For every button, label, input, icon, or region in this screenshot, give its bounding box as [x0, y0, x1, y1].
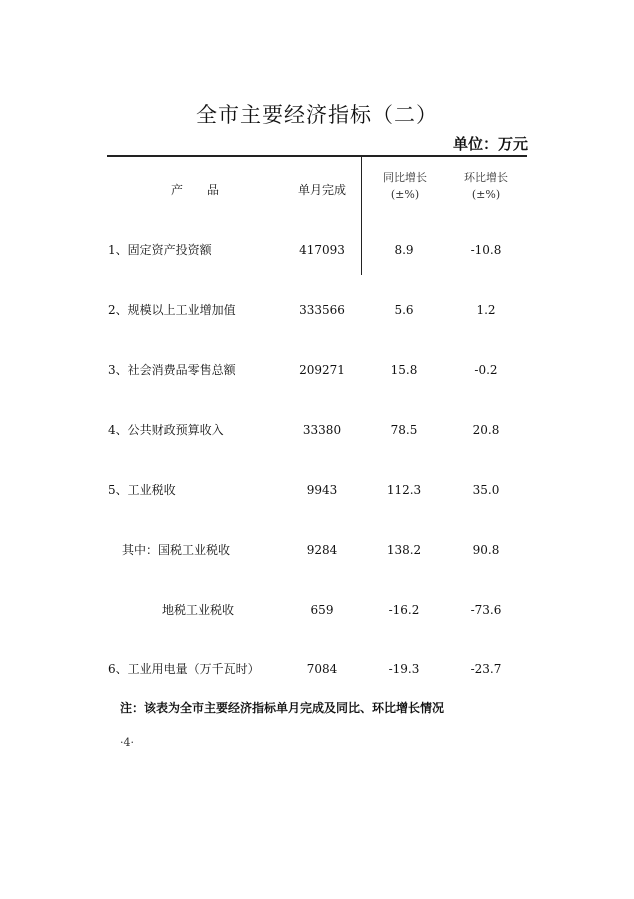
table-top-rule: [107, 155, 527, 157]
table-cell-mom: 1.2: [476, 303, 496, 317]
header-product: 产 品: [170, 183, 219, 197]
table-row-label: 1、固定资产投资额: [108, 243, 212, 257]
table-cell-monthly: 9943: [306, 483, 338, 497]
table-cell-mom: -73.6: [470, 603, 502, 617]
page-number: ·4·: [120, 736, 134, 749]
table-row-label: 地税工业税收: [162, 603, 235, 617]
table-cell-monthly: 7084: [306, 662, 338, 676]
table-row-label: 3、社会消费品零售总额: [108, 363, 236, 377]
table-row-label: 5、工业税收: [108, 483, 176, 497]
table-cell-yoy: -16.2: [388, 603, 420, 617]
column-divider: [361, 157, 362, 275]
table-cell-yoy: 5.6: [394, 303, 414, 317]
header-monthly: 单月完成: [297, 183, 346, 197]
table-cell-mom: -23.7: [470, 662, 502, 676]
table-cell-yoy: 15.8: [390, 363, 418, 377]
table-note: 注：该表为全市主要经济指标单月完成及同比、环比增长情况: [120, 701, 445, 715]
table-cell-mom: -10.8: [470, 243, 502, 257]
table-cell-monthly: 333566: [299, 303, 345, 317]
header-yoy-unit: (±%): [390, 188, 420, 201]
header-yoy: 同比增长: [383, 171, 427, 184]
table-cell-mom: -0.2: [474, 363, 498, 377]
table-cell-yoy: 78.5: [390, 423, 418, 437]
table-cell-yoy: 112.3: [386, 483, 422, 497]
table-cell-yoy: 138.2: [386, 543, 422, 557]
table-row-label: 其中：国税工业税收: [122, 543, 231, 557]
table-row-label: 2、规模以上工业增加值: [108, 303, 236, 317]
header-mom-unit: (±%): [471, 188, 501, 201]
header-mom: 环比增长: [464, 171, 508, 184]
table-cell-monthly: 9284: [306, 543, 338, 557]
table-cell-yoy: -19.3: [388, 662, 420, 676]
table-cell-monthly: 417093: [299, 243, 345, 257]
table-row-label: 4、公共财政预算收入: [108, 423, 224, 437]
table-cell-yoy: 8.9: [394, 243, 414, 257]
table-row-label: 6、工业用电量（万千瓦时）: [108, 662, 260, 676]
table-cell-monthly: 33380: [302, 423, 342, 437]
table-cell-monthly: 209271: [299, 363, 345, 377]
table-cell-monthly: 659: [310, 603, 334, 617]
page-title: 全市主要经济指标（二）: [196, 103, 438, 127]
unit-label: 单位：万元: [452, 135, 528, 153]
table-cell-mom: 90.8: [472, 543, 500, 557]
table-cell-mom: 35.0: [472, 483, 500, 497]
table-cell-mom: 20.8: [472, 423, 500, 437]
